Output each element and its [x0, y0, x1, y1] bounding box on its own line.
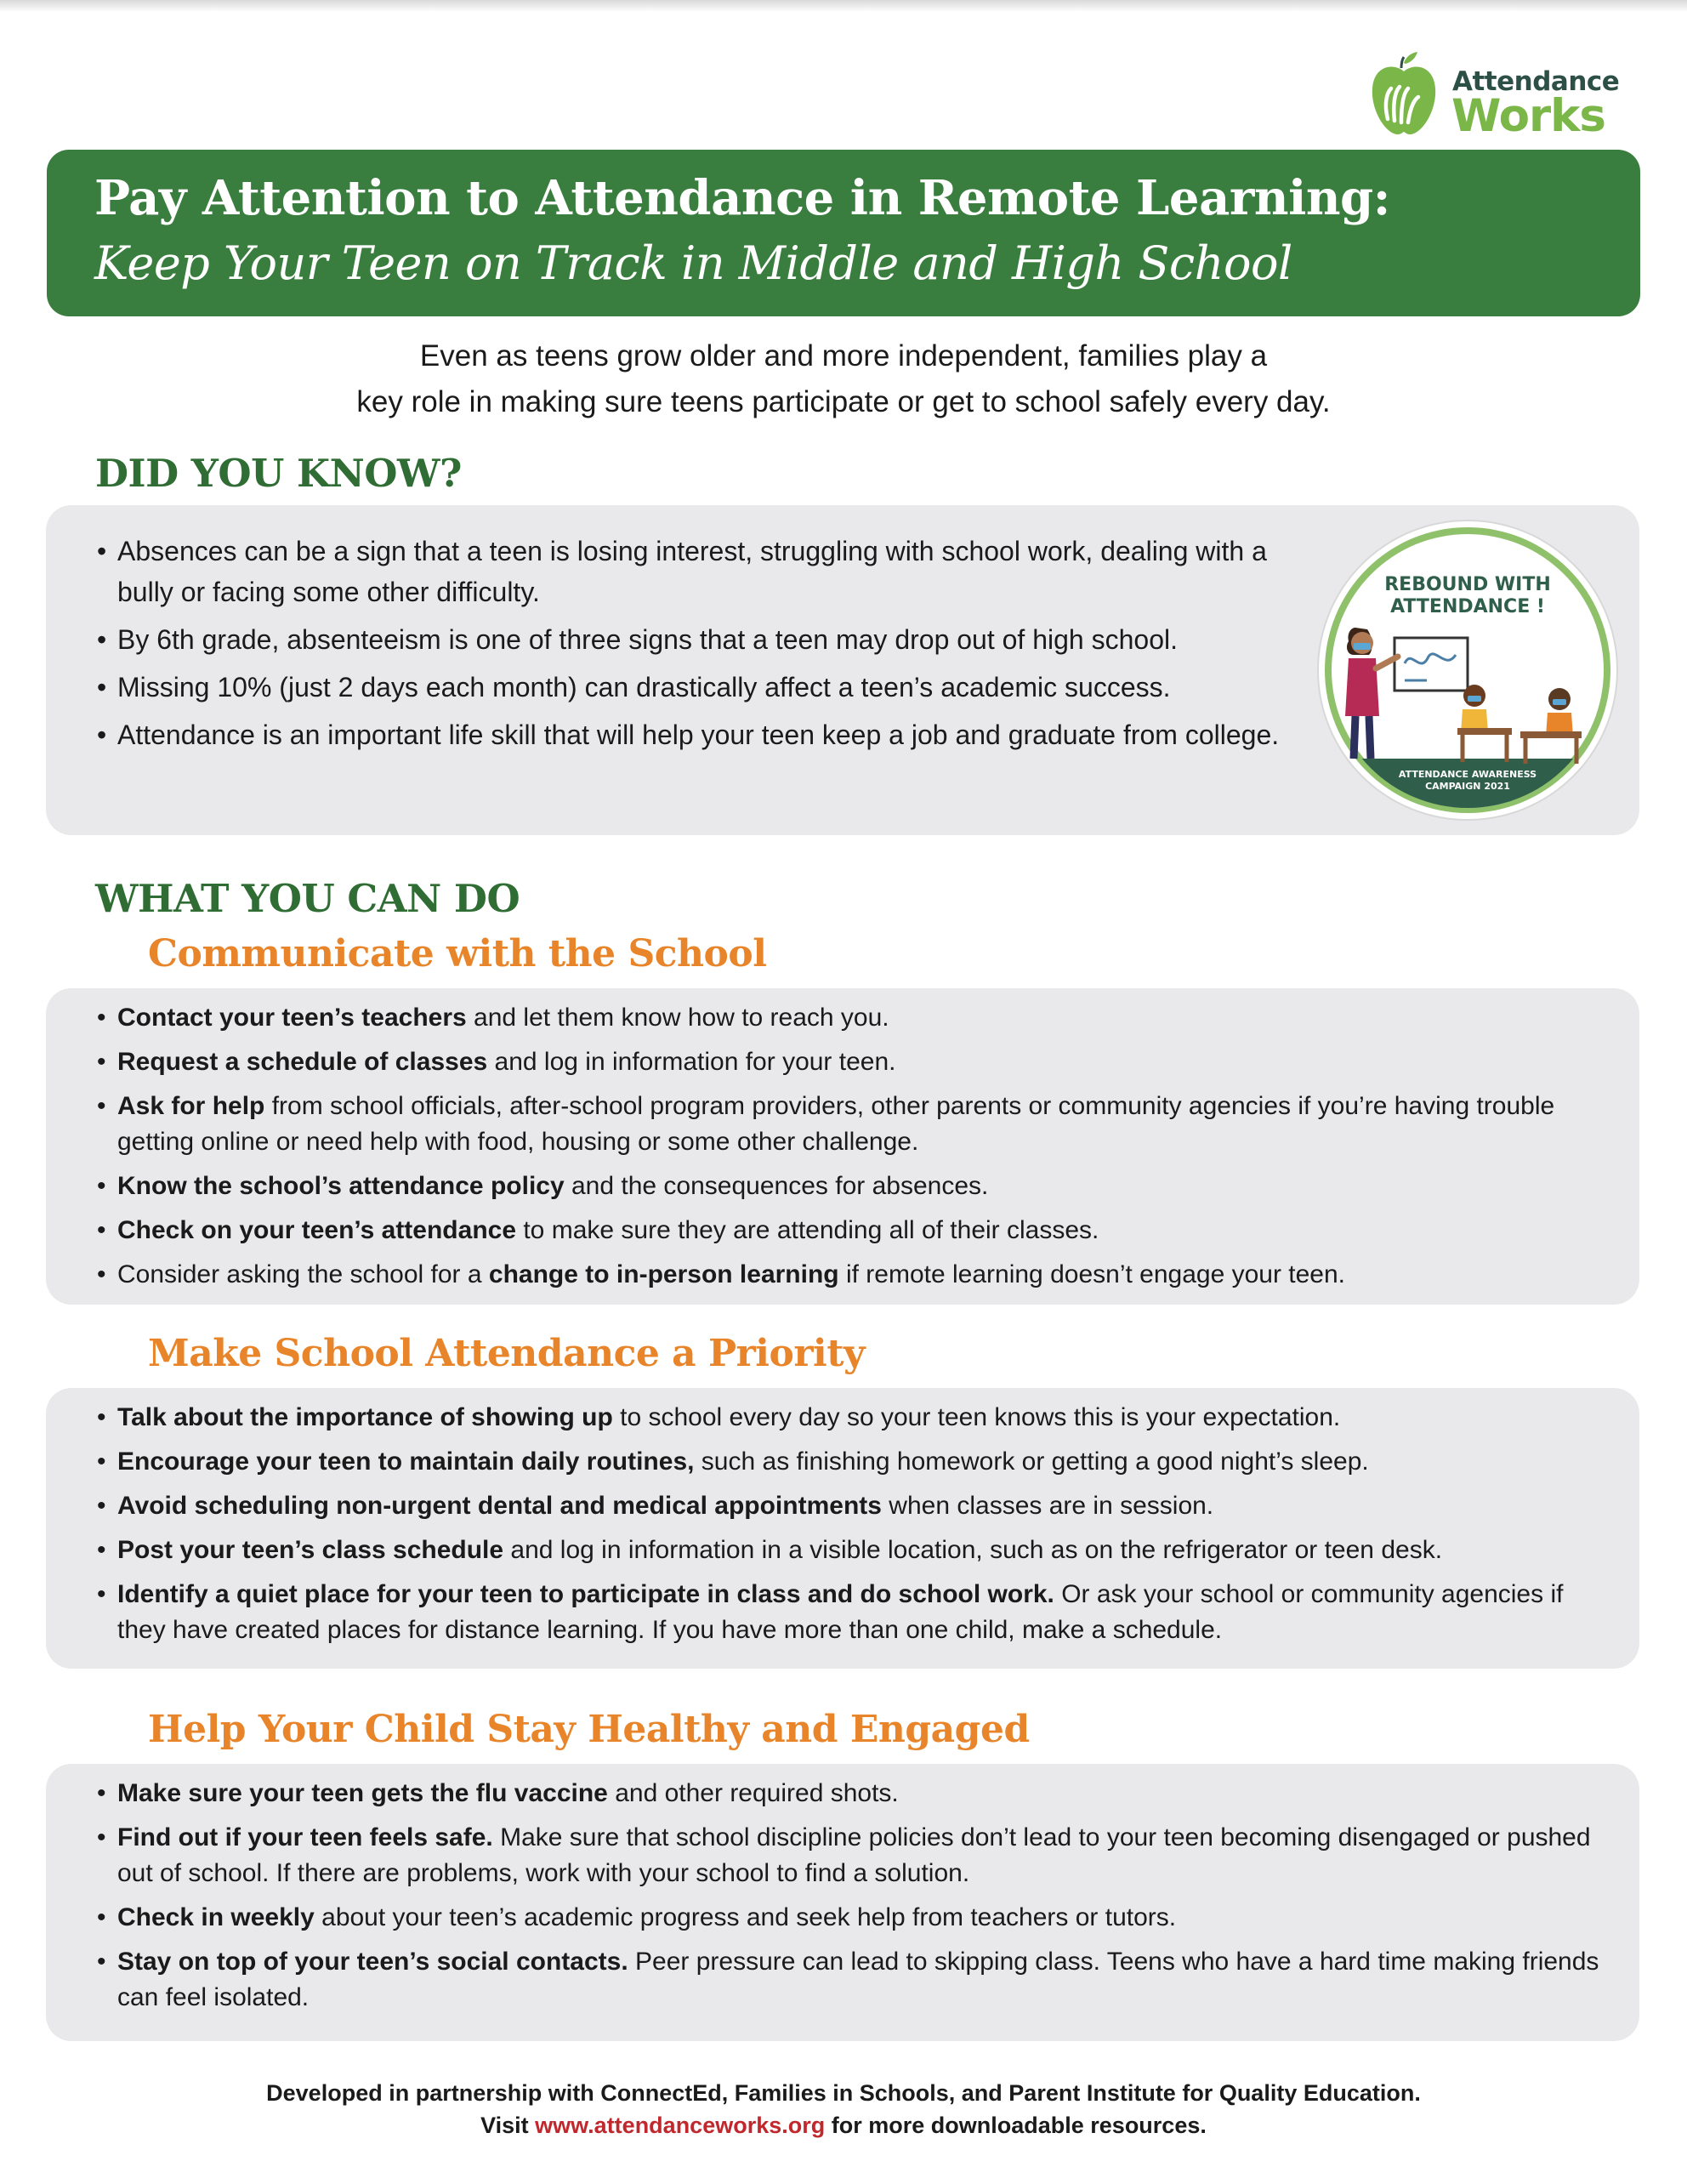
website-link[interactable]: www.attendanceworks.org	[535, 2113, 826, 2138]
item-rest: and log in information for your teen.	[487, 1048, 896, 1076]
priority-list	[97, 1400, 1602, 1657]
item-bold: Stay on top of your teen’s social contacts.	[117, 1948, 628, 1976]
communicate-list	[97, 1000, 1602, 1301]
list-item: • Missing 10% (just 2 days each month) can drastically affect a teen’s academic success.	[97, 667, 1321, 708]
healthy-panel	[46, 1764, 1639, 2041]
list-item: • Absences can be a sign that a teen is losing interest, struggling with school work, dealing with a bully or facing some other difficulty.	[97, 531, 1321, 612]
item-rest: such as finishing homework or getting a good night’s sleep.	[694, 1447, 1369, 1476]
item-rest: and log in information in a visible location, such as on the refrigerator or teen desk.	[503, 1536, 1443, 1564]
intro-text	[0, 333, 1687, 425]
list-item	[97, 1488, 1602, 1524]
priority-heading: Make School Attendance a Priority	[148, 1332, 866, 1375]
item-rest: if remote learning doesn’t engage your teen.	[838, 1260, 1346, 1288]
list-item: • By 6th grade, absenteeism is one of three signs that a teen may drop out of high school.	[97, 619, 1321, 660]
list-item	[97, 1213, 1602, 1248]
what-you-can-do-heading: WHAT YOU CAN DO	[95, 876, 520, 921]
title-banner	[47, 150, 1640, 316]
badge-top-line1: REBOUND WITH	[1384, 574, 1551, 595]
item-bold: Post your teen’s class schedule	[117, 1536, 504, 1564]
list-item	[97, 1000, 1602, 1036]
item-rest: from school officials, after-school program providers, other parents or community agencies if you’re having trouble getting online or need help with food, housing or some other challenge.	[117, 1092, 1555, 1156]
item-rest: about your teen’s academic progress and seek help from teachers or tutors.	[314, 1903, 1177, 1931]
apple-hand-icon	[1369, 51, 1439, 139]
list-item	[97, 1944, 1602, 2016]
list-item	[97, 1044, 1602, 1080]
list-item	[97, 1400, 1602, 1436]
footer-visit-label: Visit	[480, 2113, 536, 2138]
item-bold: Encourage your teen to maintain daily routines,	[117, 1447, 695, 1476]
item-rest: Or ask your school or community agencies if they have created places for distance learning. If you have more than one child, make a schedule.	[117, 1580, 1564, 1644]
item-bold: change to in-person learning	[488, 1260, 839, 1288]
item-rest: Peer pressure can lead to skipping class. Teens who have a hard time making friends can feel isolated.	[117, 1948, 1599, 2011]
badge-bottom-line1: ATTENDANCE AWARENESS	[1398, 769, 1537, 780]
list-item	[97, 1169, 1602, 1204]
healthy-list	[97, 1776, 1602, 2024]
list-item: • Attendance is an important life skill that will help your teen keep a job and graduate from college.	[97, 714, 1321, 755]
page-subtitle: Keep Your Teen on Track in Middle and High School	[94, 236, 1292, 290]
priority-panel	[46, 1388, 1639, 1669]
item-bold: Ask for help	[117, 1092, 265, 1120]
footer-visit	[0, 2109, 1687, 2141]
intro-line-1: Even as teens grow older and more independent, families play a	[419, 339, 1268, 373]
footer-visit-after: for more downloadable resources.	[825, 2113, 1207, 2138]
intro-line-2: key role in making sure teens participate or get to school safely every day.	[356, 385, 1331, 418]
list-item	[97, 1900, 1602, 1936]
logo-line2: Works	[1451, 90, 1605, 142]
badge-top-line2: ATTENDANCE !	[1390, 596, 1545, 617]
item-bold: Make sure your teen gets the flu vaccine	[117, 1779, 608, 1807]
communicate-heading: Communicate with the School	[148, 932, 767, 975]
item-rest: and the consequences for absences.	[564, 1172, 989, 1200]
item-rest: when classes are in session.	[881, 1492, 1214, 1520]
did-you-know-list	[97, 531, 1321, 762]
footer-partnership: Developed in partnership with ConnectEd, Families in Schools, and Parent Institute for Quality Education.	[266, 2080, 1421, 2106]
logo-line1: Attendance	[1452, 66, 1620, 97]
item-bold: Contact your teen’s teachers	[117, 1004, 467, 1032]
item-rest: and let them know how to reach you.	[466, 1004, 889, 1032]
item-bold: Request a schedule of classes	[117, 1048, 488, 1076]
list-item	[97, 1444, 1602, 1480]
item-rest: to make sure they are attending all of their classes.	[516, 1216, 1099, 1244]
footer	[0, 2077, 1687, 2141]
top-shadow	[0, 0, 1687, 12]
list-item	[97, 1257, 1602, 1293]
list-item	[97, 1820, 1602, 1891]
did-you-know-heading: DID YOU KNOW?	[95, 451, 462, 496]
item-rest: Make sure that school discipline policies don’t lead to your teen becoming disengaged or pushed out of school. If there are problems, work with your school to find a solution.	[117, 1823, 1591, 1887]
badge-bottom-line2: CAMPAIGN 2021	[1425, 781, 1510, 792]
healthy-heading: Help Your Child Stay Healthy and Engaged	[148, 1708, 1030, 1751]
attendance-works-logo	[1369, 51, 1620, 145]
item-pre: Consider asking the school for a	[117, 1260, 489, 1288]
rebound-badge	[1316, 519, 1619, 822]
item-bold: Check in weekly	[117, 1903, 315, 1931]
list-item	[97, 1776, 1602, 1811]
item-bold: Check on your teen’s attendance	[117, 1216, 517, 1244]
item-bold: Know the school’s attendance policy	[117, 1172, 565, 1200]
list-item	[97, 1577, 1602, 1648]
item-bold: Talk about the importance of showing up	[117, 1403, 613, 1431]
item-bold: Avoid scheduling non-urgent dental and medical appointments	[117, 1492, 882, 1520]
communicate-panel	[46, 988, 1639, 1305]
item-rest: to school every day so your teen knows this is your expectation.	[612, 1403, 1341, 1431]
item-bold: Identify a quiet place for your teen to participate in class and do school work.	[117, 1580, 1054, 1608]
item-rest: and other required shots.	[607, 1779, 899, 1807]
item-bold: Find out if your teen feels safe.	[117, 1823, 493, 1851]
list-item	[97, 1533, 1602, 1568]
list-item	[97, 1089, 1602, 1160]
page-title: Pay Attention to Attendance in Remote Learning:	[94, 170, 1390, 226]
